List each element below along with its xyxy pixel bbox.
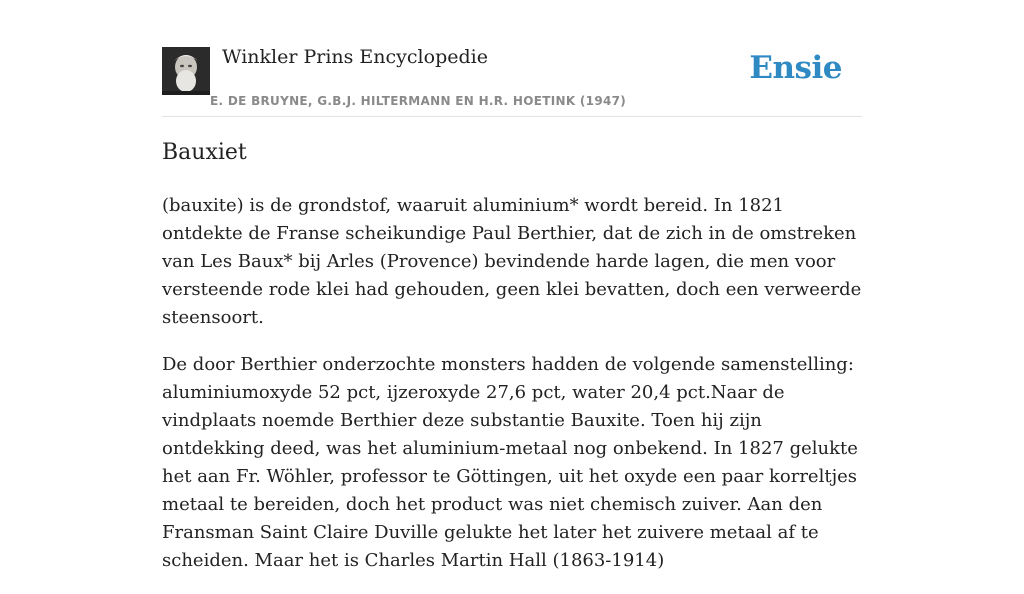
source-header bbox=[162, 0, 862, 117]
source-authors: E. DE BRUYNE, G.B.J. HILTERMANN EN H.R. HOETINK (1947) bbox=[210, 94, 627, 108]
portrait-icon bbox=[162, 47, 210, 95]
author-avatar bbox=[162, 47, 210, 95]
entry-body bbox=[162, 192, 862, 594]
entry-title: Bauxiet bbox=[162, 140, 247, 165]
brand-logo-link[interactable]: Ensie bbox=[749, 50, 842, 86]
entry-paragraph: (bauxite) is de grondstof, waaruit aluminium* wordt bereid. In 1821 ontdekte de Franse scheikundige Paul Berthier, dat de zich in de omstreken van Les Baux* bij Arles (Provence) bevindende harde lagen, die men voor versteende rode klei had gehouden, geen klei bevatten, doch een verweerde steensoort. bbox=[162, 195, 862, 328]
entry-paragraph: De door Berthier onderzochte monsters hadden de volgende samenstelling: aluminiumoxyde 52 pct, ijzeroxyde 27,6 pct, water 20,4 pct.Naar de vindplaats noemde Berthier deze substantie Bauxite. Toen hij zijn ontdekking deed, was het aluminium-metaal nog onbekend. In 1827 gelukte het aan Fr. Wöhler, professor te Göttingen, uit het oxyde een paar korreltjes metaal te bereiden, doch het product was niet chemisch zuiver. Aan den Fransman Saint Claire Duville gelukte het later het zuivere metaal af te scheiden. Maar het is Charles Martin Hall (1863-1914) bbox=[162, 354, 858, 571]
source-title[interactable]: Winkler Prins Encyclopedie bbox=[222, 46, 488, 68]
